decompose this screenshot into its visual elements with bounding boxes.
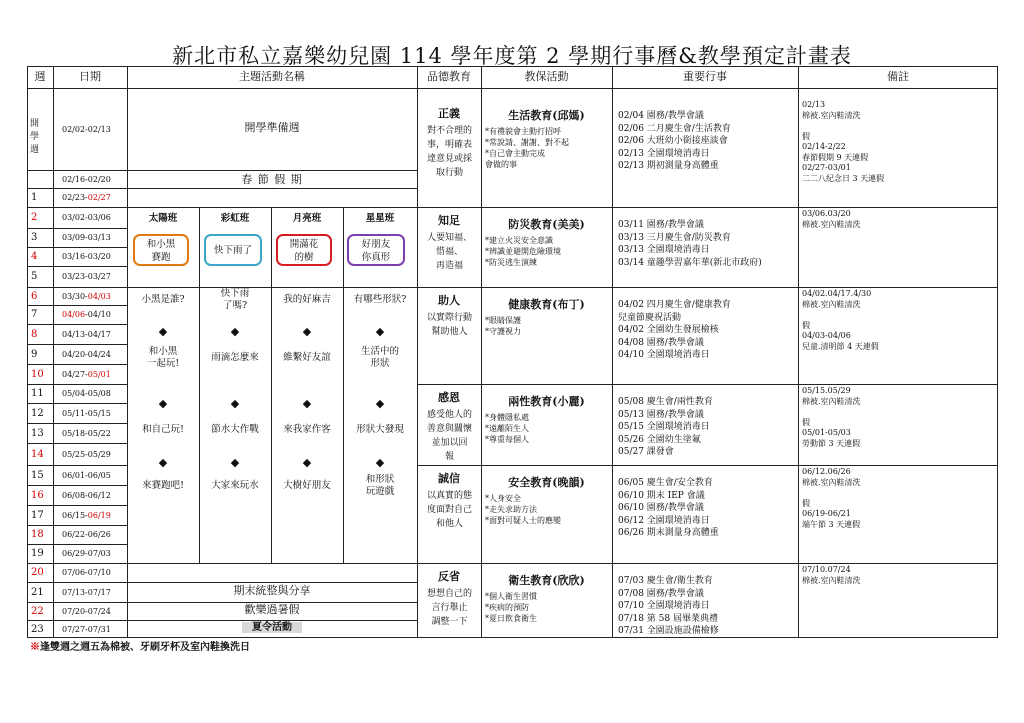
week-date: 05/04-05/08 — [62, 389, 111, 398]
footnote-text: 逢雙週之週五為棉被、牙刷牙杯及室內鞋換洗日 — [40, 642, 250, 653]
week-date: 03/23-03/27 — [62, 272, 111, 281]
character-desc: 以真實的態 度面對自己 和他人 — [426, 491, 472, 529]
week-date: 07/06-07/10 — [62, 568, 111, 577]
week-number: 1 — [31, 192, 38, 203]
diamond-icon: ◆ — [302, 325, 312, 338]
theme-topic: 小黑是誰? — [141, 294, 185, 305]
care-title: 兩性教育(小麗) — [508, 395, 585, 408]
week-date: 06/08-06/12 — [62, 490, 111, 500]
character-title: 感恩 — [438, 391, 460, 404]
week-number: 11 — [31, 388, 44, 399]
theme-topic: 有哪些形狀? — [353, 294, 407, 305]
theme-topic: 雨滴怎麼來 — [211, 352, 259, 363]
week-number: 8 — [31, 328, 38, 340]
care-title: 健康教育(布丁) — [508, 298, 585, 311]
week-number: 12 — [31, 407, 44, 419]
week-number: 開 學 週 — [30, 119, 40, 155]
week-number: 16 — [31, 489, 44, 501]
header-week: 週 — [34, 70, 46, 83]
topic-box-rainbow: 快下雨了 — [204, 234, 262, 266]
care-items: *個人衛生習慣 *疾病的預防 *夏日飲食衛生 — [485, 592, 537, 623]
week-date: 03/02-03/06 — [62, 213, 111, 222]
reference-mark: ※ — [30, 642, 40, 653]
theme-topic: 和形狀 玩遊戲 — [365, 474, 395, 497]
week-date: 07/27-07/31 — [62, 624, 111, 634]
care-items: *建立火災安全意識 *辨識並避開危險環境 *防災逃生演練 — [485, 236, 561, 267]
care-items: *人身安全 *走失求助方法 *面對可疑人士的應變 — [485, 494, 561, 525]
theme-topic: 大家來玩水 — [211, 480, 259, 491]
week-number: 22 — [31, 605, 44, 617]
character-desc: 感受他人的 善意與關懷 並加以回 報 — [426, 410, 472, 462]
character-desc: 以實際行動 幫助他人 — [426, 313, 472, 337]
week-date — [62, 309, 132, 320]
week-number: 10 — [31, 368, 44, 380]
theme-topic: 大樹好朋友 — [283, 480, 331, 491]
week-number: 5 — [31, 271, 38, 282]
character-title: 助人 — [438, 294, 460, 307]
theme-summer-camp: 夏令活動 — [242, 622, 302, 633]
care-title: 衛生教育(欣欣) — [508, 574, 585, 587]
care-items: *有禮貌會主動打招呼 *常說請、謝謝、對不起 *自己會主動完成 會做的事 — [485, 127, 569, 169]
topic-box-moon: 開滿花 的樹 — [276, 234, 332, 266]
care-title: 安全教育(晚韻) — [508, 476, 585, 489]
topic-box-sun: 和小黑 賽跑 — [133, 234, 189, 266]
care-items: *眼睛保護 *守護視力 — [485, 316, 521, 336]
theme-spring-break: 春 節 假 期 — [241, 173, 303, 186]
date-end: 02/27 — [87, 193, 111, 202]
week-date — [62, 192, 132, 203]
week-date: 05/11-05/15 — [62, 408, 111, 418]
date-end: -04/10 — [85, 310, 111, 319]
footnote — [30, 642, 250, 653]
week-number: 18 — [31, 529, 44, 540]
week-number: 23 — [31, 623, 44, 635]
week-number: 21 — [31, 586, 44, 598]
notes-text: 03/06.03/20 棉被.室內鞋清洗 — [802, 209, 861, 229]
care-title: 生活教育(邱媽) — [508, 109, 585, 122]
class-rainbow: 彩虹班 — [220, 213, 250, 224]
week-number: 20 — [31, 567, 44, 578]
page-title: 新北市私立嘉樂幼兒園 114 學年度第 2 學期行事曆&教學預定計畫表 — [172, 44, 852, 68]
character-title: 誠信 — [438, 472, 460, 485]
notes-text: 06/12.06/26 棉被.室內鞋清洗 假 06/19-06/21 端午節 3 天連假 — [802, 467, 861, 529]
week-date: 02/02-02/13 — [62, 125, 111, 134]
week-date — [62, 369, 132, 380]
week-number: 19 — [31, 548, 44, 559]
character-title: 正義 — [438, 107, 460, 120]
week-date: 02/16-02/20 — [62, 174, 111, 184]
notes-text: 02/13 棉被.室內鞋清洗 假 02/14-2/22 春節假期 9 天連假 02/27-03/01 二二八紀念日 3 天連假 — [802, 100, 885, 183]
events-list: 07/03 慶生會/衛生教育 07/08 園務/教學會議 07/10 全園環境消毒日 07/18 第 58 屆畢業典禮 07/31 全園設施設備檢修 — [618, 576, 719, 636]
diamond-icon: ◆ — [230, 325, 240, 338]
diamond-icon: ◆ — [375, 456, 385, 469]
week-number: 2 — [31, 212, 38, 223]
week-number: 4 — [31, 251, 38, 262]
theme-final-review: 期末統整與分享 — [233, 584, 311, 597]
character-desc: 對不合理的 事，明確表 達意見或採 取行動 — [426, 126, 472, 178]
events-list: 05/08 慶生會/兩性教育 05/13 園務/教學會議 05/15 全園環境消毒日 05/26 全園幼生塗氟 05/27 課發會 — [618, 397, 713, 457]
date-start: 06/15- — [62, 510, 88, 520]
care-title: 防災教育(美美) — [508, 218, 585, 231]
week-date — [62, 291, 132, 302]
date-end: 05/01 — [87, 369, 111, 379]
notes-text: 04/02.04/17.4/30 棉被.室內鞋清洗 假 04/03-04/06 兒童.清明節 4 天連假 — [802, 289, 879, 351]
theme-topic: 生活中的 形狀 — [360, 346, 399, 369]
theme-topic: 快下雨 了嗎? — [220, 288, 250, 311]
character-title: 反省 — [438, 570, 460, 583]
week-number: 6 — [31, 290, 38, 302]
week-date: 06/29-07/03 — [62, 549, 111, 558]
diamond-icon: ◆ — [158, 325, 168, 338]
theme-topic: 來賽跑吧! — [142, 480, 184, 491]
diamond-icon: ◆ — [375, 325, 385, 338]
header-events: 重要行事 — [683, 70, 727, 83]
notes-text: 07/10.07/24 棉被.室內鞋清洗 — [802, 565, 861, 585]
week-date: 03/16-03/20 — [62, 252, 111, 261]
date-start: 03/30- — [62, 291, 88, 301]
class-moon: 月亮班 — [292, 213, 322, 224]
header-care: 教保活動 — [524, 70, 569, 83]
diamond-icon: ◆ — [375, 397, 385, 410]
week-date: 07/13-07/17 — [62, 587, 111, 597]
theme-summer: 歡樂過暑假 — [244, 603, 300, 616]
week-number: 9 — [31, 348, 38, 360]
week-date: 07/20-07/24 — [62, 606, 111, 616]
theme-topic: 來我家作客 — [283, 424, 331, 435]
week-number: 15 — [31, 469, 44, 481]
header-date: 日期 — [79, 70, 101, 83]
theme-topic: 節水大作戰 — [211, 424, 259, 435]
week-number: 13 — [31, 427, 44, 439]
date-start: 02/23- — [62, 193, 88, 202]
character-title: 知足 — [438, 214, 460, 227]
events-list: 03/11 園務/教學會議 03/13 三月慶生會/防災教育 03/13 全園環境消毒日 03/14 童趣學習嘉年華(新北市政府) — [618, 220, 762, 268]
date-start: 04/06 — [62, 310, 86, 319]
week-date: 06/01-06/05 — [62, 470, 111, 480]
week-date: 06/22-06/26 — [62, 530, 111, 539]
date-end: 06/19 — [87, 510, 111, 520]
diamond-icon: ◆ — [302, 456, 312, 469]
week-date: 05/25-05/29 — [62, 449, 111, 459]
week-date: 04/13-04/17 — [62, 329, 111, 339]
theme-topic: 我的好麻吉 — [283, 294, 331, 305]
diamond-icon: ◆ — [230, 397, 240, 410]
theme-topic: 維繫好友誼 — [283, 352, 331, 363]
notes-text: 05/15.05/29 棉被.室內鞋清洗 假 05/01-05/03 勞動節 3 天連假 — [802, 386, 861, 448]
events-list: 04/02 四月慶生會/健康教育 兒童節慶祝活動 04/02 全園幼生發展檢核 04/08 園務/教學會議 04/10 全園環境消毒日 — [618, 300, 731, 360]
diamond-icon: ◆ — [302, 397, 312, 410]
diamond-icon: ◆ — [158, 397, 168, 410]
header-character: 品德教育 — [427, 70, 471, 83]
header-notes: 備註 — [887, 70, 909, 83]
character-desc: 想想自己的 言行舉止 調整一下 — [426, 589, 472, 627]
theme-topic: 形狀大發現 — [356, 424, 404, 435]
care-items: *身體隱私處 *遠離陌生人 *尊重每個人 — [485, 413, 529, 444]
events-list: 02/04 園務/教學會議 02/06 二月慶生會/生活教育 02/06 大班幼小銜接座談會 02/13 全園環境消毒日 02/13 期初測量身高體重 — [618, 111, 731, 171]
date-start: 04/27- — [62, 369, 88, 379]
week-date — [62, 510, 132, 521]
week-date: 03/09-03/13 — [62, 233, 111, 242]
week-number: 17 — [31, 509, 44, 521]
events-list: 06/05 慶生會/安全教育 06/10 期末 IEP 會議 06/10 園務/教學會議 06/12 全園環境消毒日 06/26 期末測量身高體重 — [618, 478, 719, 538]
diamond-icon: ◆ — [158, 456, 168, 469]
theme-opening: 開學準備週 — [244, 121, 300, 134]
diamond-icon: ◆ — [230, 456, 240, 469]
week-number: 3 — [31, 232, 38, 243]
week-number: 14 — [31, 448, 44, 460]
character-desc: 人要知福、 惜福、 再造福 — [426, 233, 472, 271]
date-end: 04/03 — [87, 291, 111, 301]
theme-topic: 和自己玩! — [142, 424, 184, 435]
header-theme: 主題活動名稱 — [239, 70, 305, 83]
week-date: 04/20-04/24 — [62, 349, 111, 359]
topic-box-star: 好朋友 你真形 — [347, 234, 405, 266]
week-number: 7 — [31, 309, 38, 320]
theme-topic: 和小黑 一起玩! — [146, 346, 180, 369]
class-sun: 太陽班 — [148, 213, 178, 224]
week-date: 05/18-05/22 — [62, 428, 111, 438]
class-star: 星星班 — [365, 213, 395, 224]
